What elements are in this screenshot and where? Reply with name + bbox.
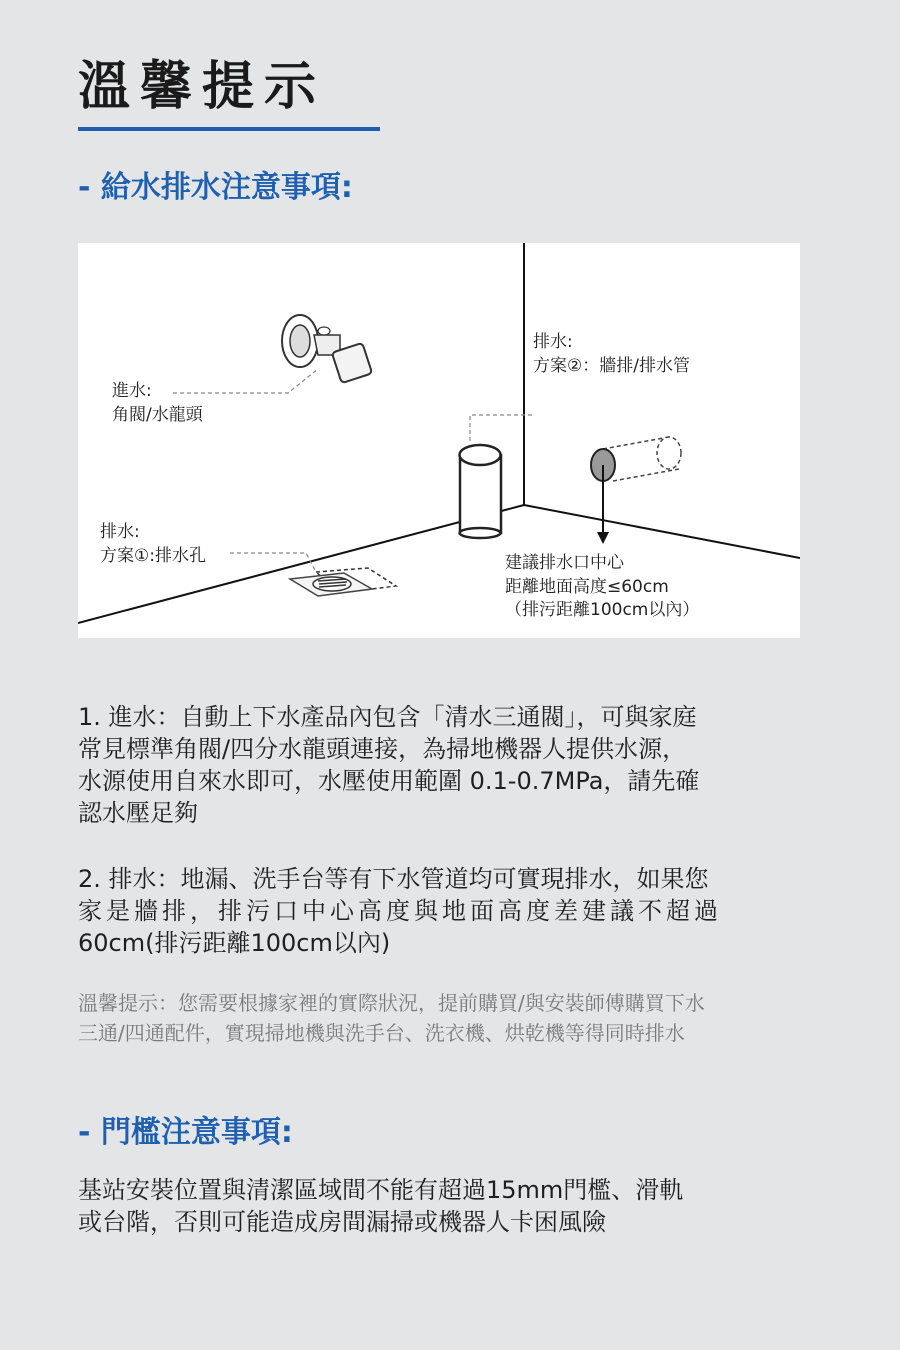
threshold-line-1: 基站安裝位置與清潔區域間不能有超過15mm門檻、滑軌 bbox=[78, 1176, 684, 1204]
floor-drain-icon bbox=[290, 568, 396, 596]
height-advice-line1: 建議排水口中心 bbox=[505, 553, 624, 573]
drain-line-1: 2. 排水：地漏、洗手台等有下水管道均可實現排水，如果您 bbox=[78, 865, 709, 893]
floor-right-edge bbox=[524, 505, 800, 558]
height-advice-line2: 距離地面高度≤60cm bbox=[505, 577, 669, 597]
threshold-line-2: 或台階，否則可能造成房間漏掃或機器人卡困風險 bbox=[78, 1208, 606, 1236]
pipe-leader-line bbox=[470, 415, 532, 444]
installation-diagram bbox=[78, 243, 800, 638]
height-advice-line3: （排污距離100cm以內） bbox=[505, 600, 700, 620]
drain-line-3: 60cm(排污距離100cm以內) bbox=[78, 929, 391, 957]
tip-note bbox=[78, 988, 802, 1048]
title-underline bbox=[78, 127, 380, 131]
drainage-paragraph bbox=[78, 863, 802, 959]
drain-line-2: 家是牆排，排污口中心高度與地面高度差建議不超過 bbox=[78, 897, 722, 925]
inlet-label-line1: 進水: bbox=[112, 381, 152, 401]
water-inlet-paragraph bbox=[78, 701, 802, 829]
tip-line-2: 三通/四通配件，實現掃地機與洗手台、洗衣機、烘乾機等得同時排水 bbox=[78, 1021, 685, 1045]
room-corner-illustration bbox=[78, 243, 800, 638]
water-section-heading: - 給水排水注意事項: bbox=[78, 170, 353, 205]
page-title: 溫馨提示 bbox=[78, 57, 327, 117]
inlet-leader-line bbox=[173, 369, 318, 393]
threshold-paragraph bbox=[78, 1174, 802, 1238]
inlet-line-1: 1. 進水：自動上下水產品內包含「清水三通閥」，可與家庭 bbox=[78, 703, 697, 731]
drain-hole-label-line1: 排水: bbox=[100, 522, 140, 542]
wall-drain-label-line2: 方案②：牆排/排水管 bbox=[533, 356, 690, 376]
inlet-label-line2: 角閥/水龍頭 bbox=[112, 405, 203, 425]
inlet-line-3: 水源使用自來水即可，水壓使用範圍 0.1-0.7MPa，請先確 bbox=[78, 767, 700, 795]
threshold-section-heading: - 門檻注意事項: bbox=[78, 1115, 293, 1150]
inlet-line-2: 常見標準角閥/四分水龍頭連接，為掃地機器人提供水源， bbox=[78, 735, 687, 763]
tip-line-1: 溫馨提示：您需要根據家裡的實際狀況，提前購買/與安裝師傅購買下水 bbox=[78, 991, 705, 1015]
inlet-line-4: 認水壓足夠 bbox=[78, 799, 198, 827]
wall-drain-pipe-icon bbox=[591, 437, 681, 544]
standpipe-icon bbox=[460, 445, 502, 538]
drain-hole-label-line2: 方案①:排水孔 bbox=[100, 546, 206, 566]
wall-drain-label-line1: 排水: bbox=[533, 332, 573, 352]
angle-valve-icon bbox=[282, 315, 372, 383]
